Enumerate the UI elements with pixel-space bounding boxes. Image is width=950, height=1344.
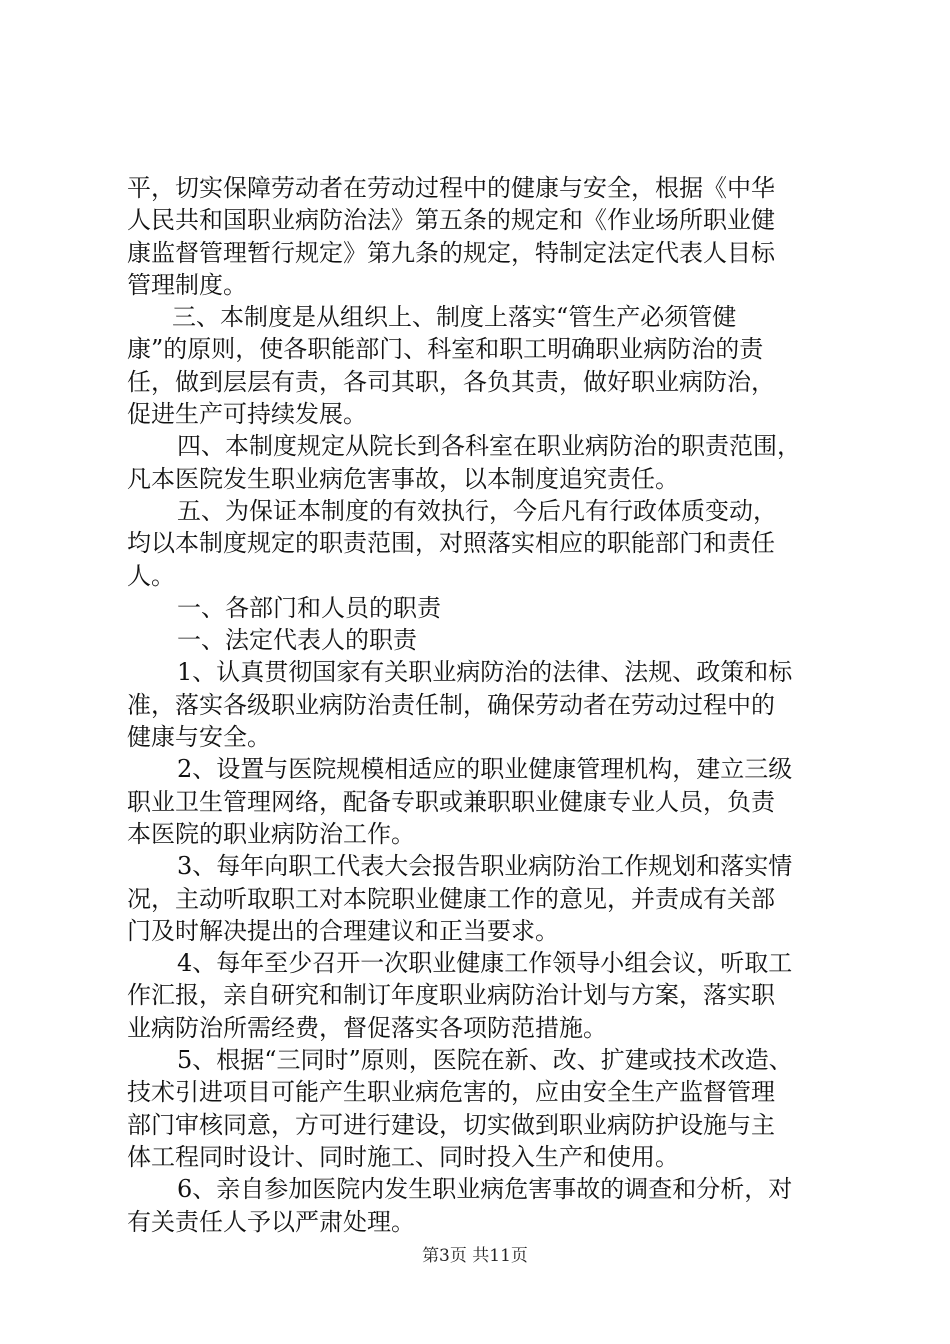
text-line: 促进生产可持续发展。 xyxy=(127,400,367,429)
text-line: 凡本医院发生职业病危害事故，以本制度追究责任。 xyxy=(127,464,679,493)
text-line: 作汇报，亲自研究和制订年度职业病防治计划与方案，落实职 xyxy=(127,981,775,1010)
paragraph xyxy=(127,430,857,495)
text-line: 五、为保证本制度的有效执行，今后凡有行政体质变动， xyxy=(177,496,777,525)
text-line: 部门审核同意，方可进行建设，切实做到职业病防护设施与主 xyxy=(127,1110,775,1139)
text-line: 三、本制度是从组织上、制度上落实“管生产必须管健 xyxy=(172,303,737,332)
text-line: 人民共和国职业病防治法》第五条的规定和《作业场所职业健 xyxy=(127,206,775,235)
paragraph xyxy=(127,592,857,624)
text-line: 体工程同时设计、同时施工、同时投入生产和使用。 xyxy=(127,1142,679,1171)
paragraph xyxy=(127,172,857,301)
text-line: 有关责任人予以严肃处理。 xyxy=(127,1207,415,1236)
text-line: 准，落实各级职业病防治责任制，确保劳动者在劳动过程中的 xyxy=(127,690,775,719)
page-footer: 第3页 共11页 xyxy=(422,1246,528,1266)
text-line: 1、认真贯彻国家有关职业病防治的法律、法规、政策和标 xyxy=(177,658,793,687)
text-line: 康监督管理暂行规定》第九条的规定，特制定法定代表人目标 xyxy=(127,238,775,267)
paragraph xyxy=(127,1173,857,1238)
paragraph xyxy=(127,624,857,656)
text-line: 技术引进项目可能产生职业病危害的，应由安全生产监督管理 xyxy=(127,1078,775,1107)
text-line: 人。 xyxy=(127,561,175,590)
paragraph xyxy=(127,1044,857,1173)
text-line: 一、法定代表人的职责 xyxy=(177,626,417,655)
text-line: 2、设置与医院规模相适应的职业健康管理机构，建立三级 xyxy=(177,755,793,784)
text-line: 本医院的职业病防治工作。 xyxy=(127,819,415,848)
text-line: 任，做到层层有责，各司其职，各负其责，做好职业病防治， xyxy=(127,367,775,396)
text-line: 平，切实保障劳动者在劳动过程中的健康与安全，根据《中华 xyxy=(127,174,775,202)
paragraph xyxy=(127,753,857,850)
text-line: 门及时解决提出的合理建议和正当要求。 xyxy=(127,916,559,945)
text-line: 4、每年至少召开一次职业健康工作领导小组会议，听取工 xyxy=(177,949,793,978)
text-line: 5、根据“三同时”原则，医院在新、改、扩建或技术改造、 xyxy=(177,1046,793,1075)
paragraph xyxy=(127,301,857,430)
text-line: 四、本制度规定从院长到各科室在职业病防治的职责范围， xyxy=(177,432,801,461)
text-line: 况，主动听取职工对本院职业健康工作的意见，并责成有关部 xyxy=(127,884,775,913)
paragraph xyxy=(127,495,857,592)
text-line: 职业卫生管理网络，配备专职或兼职职业健康专业人员，负责 xyxy=(127,787,775,816)
text-line: 管理制度。 xyxy=(127,270,247,299)
text-line: 业病防治所需经费，督促落实各项防范措施。 xyxy=(127,1013,607,1042)
text-line: 3、每年向职工代表大会报告职业病防治工作规划和落实情 xyxy=(177,852,793,881)
text-line: 康”的原则，使各职能部门、科室和职工明确职业病防治的责 xyxy=(127,335,764,364)
document-body xyxy=(127,172,857,1238)
text-line: 6、亲自参加医院内发生职业病危害事故的调查和分析，对 xyxy=(177,1175,793,1204)
paragraph xyxy=(127,850,857,947)
paragraph xyxy=(127,656,857,753)
text-line: 健康与安全。 xyxy=(127,723,271,752)
text-line: 均以本制度规定的职责范围，对照落实相应的职能部门和责任 xyxy=(127,529,775,558)
paragraph xyxy=(127,947,857,1044)
text-line: 一、各部门和人员的职责 xyxy=(177,593,441,622)
